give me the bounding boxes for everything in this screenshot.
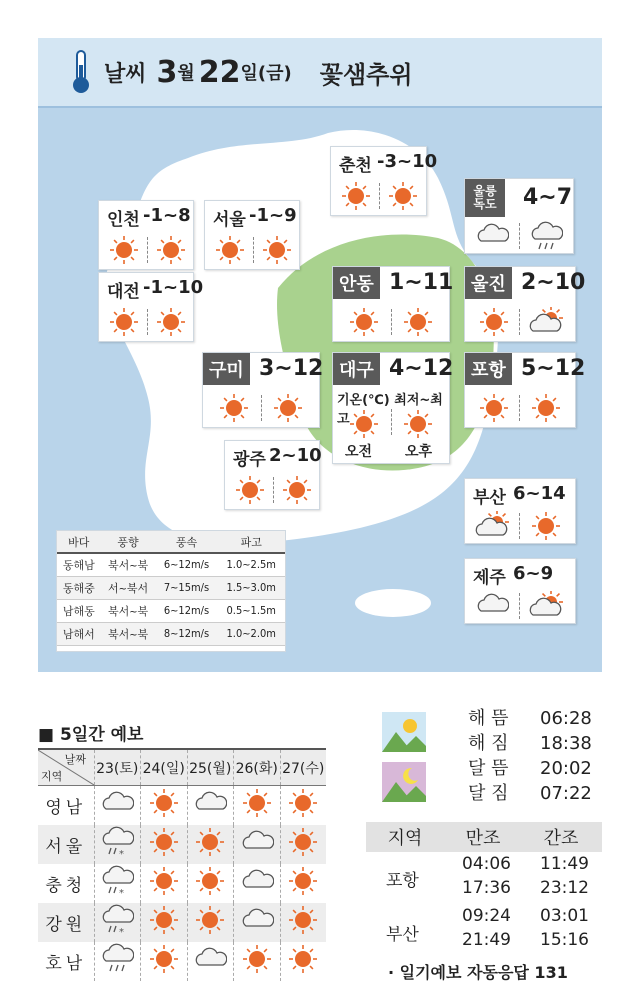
city-name: 부산 — [473, 488, 506, 508]
sunrise-label: 해 뜸 — [468, 708, 509, 729]
city-card-chuncheon — [330, 146, 438, 216]
city-name: 안동 — [333, 267, 380, 299]
city-card-uljin — [464, 266, 586, 342]
sunrise-time: 06:28 — [540, 708, 592, 729]
sun-icon — [477, 307, 511, 341]
forecast-corner: 날짜 지역 — [38, 749, 94, 786]
table-row: 포항 04:06 17:36 11:49 23:12 — [386, 854, 589, 898]
header-label: 날씨 — [104, 61, 147, 87]
svg-text:*: * — [119, 888, 125, 897]
cloud-sun-icon — [529, 307, 563, 339]
city-card-daejeon — [98, 272, 204, 342]
header — [38, 38, 602, 108]
sun-icon — [147, 944, 181, 978]
forecast-day: 25(월) — [187, 749, 234, 786]
forecast-day: 23(토) — [94, 749, 141, 786]
tide-header-low: 간조 — [543, 828, 579, 849]
tide-header — [366, 822, 602, 852]
header-month: 3 — [156, 54, 178, 90]
city-card-gwangju — [224, 440, 320, 510]
sea-header: 풍향 — [101, 531, 156, 553]
moonrise-moonset-icon — [382, 762, 426, 802]
city-name: 포항 — [465, 353, 512, 385]
city-temp: 2~10 — [269, 445, 322, 466]
sun-moon-times — [468, 706, 592, 806]
cloud-icon — [240, 830, 274, 858]
sun-icon — [339, 181, 373, 215]
cloud-rain-icon — [529, 221, 563, 257]
sea-conditions-table — [56, 530, 286, 652]
sun-icon — [286, 827, 320, 861]
sun-icon — [401, 307, 435, 341]
sea-header: 바다 — [57, 531, 101, 553]
sun-icon — [213, 235, 247, 269]
city-temp: -1~10 — [143, 277, 204, 298]
cloud-sun-icon — [475, 511, 509, 543]
cloud-icon — [240, 908, 274, 936]
cloud-sun-icon — [529, 591, 563, 623]
sun-icon — [286, 905, 320, 939]
cloud-rain-snow-icon — [100, 826, 134, 862]
table-row — [38, 864, 326, 903]
sun-icon — [286, 788, 320, 822]
cloud-icon — [100, 791, 134, 819]
sun-icon — [529, 393, 563, 427]
forecast-region: 강원 — [38, 903, 94, 942]
city-temp: -1~9 — [249, 205, 297, 226]
footer-hotline: · 일기예보 자동응답 131 — [388, 963, 568, 982]
city-name: 울릉 독도 — [465, 179, 505, 217]
city-temp: 4~7 — [523, 185, 573, 210]
sun-icon — [233, 475, 267, 509]
city-card-seoul — [204, 200, 300, 270]
sun-icon — [154, 235, 188, 269]
header-note: 꽃샘추위 — [319, 60, 413, 89]
table-row: 동해중 서~북서 7~15m/s 1.5~3.0m — [57, 576, 285, 599]
svg-text:*: * — [119, 927, 125, 936]
cloud-icon — [193, 947, 227, 975]
sun-icon — [477, 393, 511, 427]
cloud-icon — [240, 869, 274, 897]
forecast-region: 호남 — [38, 942, 94, 981]
sun-icon — [386, 181, 420, 215]
city-name: 제주 — [473, 568, 506, 588]
city-card-jeju — [464, 558, 576, 624]
sun-icon — [240, 788, 274, 822]
header-month-unit: 월 — [177, 63, 195, 84]
table-row — [38, 903, 326, 942]
sunrise-sunset-icon — [382, 712, 426, 752]
svg-text:*: * — [119, 849, 125, 858]
forecast-title: ■ 5일간 예보 — [38, 725, 144, 745]
header-day-unit: 일(금) — [240, 63, 292, 84]
sun-icon — [260, 235, 294, 269]
legend-am: 오전 — [345, 444, 373, 460]
sun-icon — [286, 866, 320, 900]
sun-icon — [286, 944, 320, 978]
sun-icon — [240, 944, 274, 978]
sun-icon — [347, 307, 381, 341]
jeju-island — [355, 589, 431, 617]
city-card-andong — [332, 266, 454, 342]
forecast-region: 서울 — [38, 825, 94, 864]
city-temp: 3~12 — [259, 356, 324, 381]
cloud-rain-snow-icon — [100, 865, 134, 901]
cloud-icon — [475, 593, 509, 621]
legend-pm: 오후 — [405, 444, 433, 460]
city-temp: 4~12 — [389, 356, 454, 381]
city-name: 서울 — [213, 210, 246, 230]
city-temp: 5~12 — [521, 356, 586, 381]
sun-icon — [147, 905, 181, 939]
sun-icon — [154, 307, 188, 341]
city-card-incheon — [98, 200, 194, 270]
forecast-day: 24(일) — [141, 749, 188, 786]
forecast-region: 충청 — [38, 864, 94, 903]
cloud-icon — [475, 223, 509, 251]
city-card-ulleung — [464, 178, 574, 254]
city-card-daegu — [332, 352, 454, 464]
city-name: 대구 — [333, 353, 380, 385]
cloud-rain-snow-icon — [100, 904, 134, 940]
sun-icon — [217, 393, 251, 427]
city-name: 울진 — [465, 267, 512, 299]
tide-header-region: 지역 — [387, 828, 423, 849]
sun-icon — [147, 827, 181, 861]
thermometer-icon — [68, 49, 94, 95]
table-row — [38, 786, 326, 825]
city-temp: -1~8 — [143, 205, 191, 226]
forecast-table — [38, 748, 326, 981]
table-row: 동해남 북서~북 6~12m/s 1.0~2.5m — [57, 553, 285, 576]
city-temp: 6~14 — [513, 483, 566, 504]
sunset-label: 해 짐 — [468, 733, 509, 754]
moonset-time: 07:22 — [540, 783, 592, 804]
city-card-pohang — [464, 352, 586, 428]
sun-icon — [271, 393, 305, 427]
city-temp: -3~10 — [377, 151, 438, 172]
sun-icon — [347, 409, 381, 443]
sun-icon — [401, 409, 435, 443]
forecast-day: 27(수) — [280, 749, 326, 786]
city-card-gumi — [202, 352, 324, 428]
city-name: 춘천 — [339, 156, 372, 176]
legend-caption: 기온(℃) 최저~최고 — [337, 393, 443, 427]
tide-header-high: 만조 — [465, 828, 501, 849]
sun-icon — [280, 475, 314, 509]
sea-header: 파고 — [217, 531, 285, 553]
sun-icon — [147, 866, 181, 900]
table-row: 남해동 북서~북 6~12m/s 0.5~1.5m — [57, 599, 285, 622]
sun-icon — [107, 307, 141, 341]
city-name: 구미 — [203, 353, 250, 385]
sun-icon — [193, 866, 227, 900]
city-temp: 6~9 — [513, 563, 554, 584]
sun-icon — [529, 511, 563, 545]
moonrise-label: 달 뜸 — [468, 758, 509, 779]
city-card-busan — [464, 478, 576, 544]
table-row — [38, 825, 326, 864]
city-name: 광주 — [233, 450, 266, 470]
sun-icon — [107, 235, 141, 269]
forecast-day: 26(화) — [234, 749, 281, 786]
forecast-region: 영남 — [38, 786, 94, 825]
cloud-icon — [193, 791, 227, 819]
table-row — [38, 942, 326, 981]
header-day: 22 — [198, 54, 241, 90]
sunset-time: 18:38 — [540, 733, 592, 754]
moonrise-time: 20:02 — [540, 758, 592, 779]
table-row: 부산 09:24 21:49 03:01 15:16 — [386, 906, 589, 950]
sun-icon — [147, 788, 181, 822]
sea-header: 풍속 — [156, 531, 218, 553]
city-temp: 2~10 — [521, 270, 586, 295]
city-temp: 1~11 — [389, 270, 454, 295]
cloud-rain-icon — [100, 943, 134, 979]
table-row: 남해서 북서~북 8~12m/s 1.0~2.0m — [57, 622, 285, 645]
sun-icon — [193, 827, 227, 861]
city-name: 인천 — [107, 210, 140, 230]
tide-table — [366, 852, 602, 960]
city-name: 대전 — [107, 282, 140, 302]
sun-icon — [193, 905, 227, 939]
moonset-label: 달 짐 — [468, 783, 509, 804]
